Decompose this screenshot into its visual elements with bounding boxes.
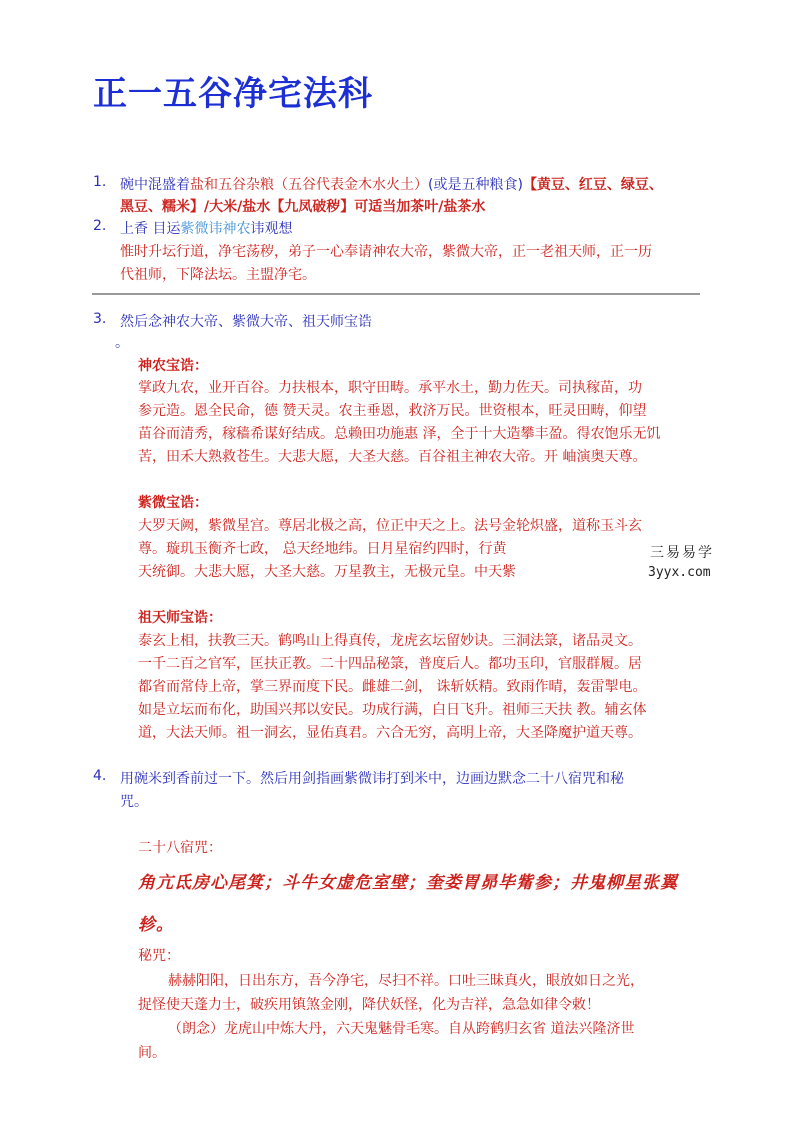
item2-line3: 代祖师，下降法坛。主盟净宅。	[120, 267, 316, 283]
text-span: 【黄豆、红豆、绿豆、	[522, 177, 663, 193]
page-title: 正一五谷净宅法科	[93, 74, 373, 114]
text-span: 上香 目运	[120, 221, 181, 237]
ziwei-heading: 紫微宝诰：	[138, 495, 208, 511]
mizhou-line: 捉怪使天蓬力士，破疾用镇煞金刚，降伏妖怪，化为吉祥，急急如律令敕！	[138, 997, 600, 1013]
shennong-line: 苗谷而清秀，稼穑希谋好结成。总赖田功施惠 泽，全于十大造攀丰盈。得农饱乐无饥	[138, 426, 661, 442]
item4-line2: 咒。	[120, 794, 148, 810]
watermark-text: 三易易学	[650, 545, 714, 561]
text-span: 讳观想	[250, 221, 293, 237]
mizhou-heading: 秘咒：	[138, 948, 180, 964]
item4-line1: 用碗米到香前过一下。然后用剑指画紫微讳打到米中，边画边默念二十八宿咒和秘	[120, 771, 624, 787]
divider	[92, 293, 700, 295]
list-number: 3.	[93, 311, 107, 327]
zutianshi-line: 道，大法天师。祖一洞玄，显佑真君。六合无穷，高明上帝，大圣降魔护道天尊。	[138, 725, 642, 741]
item2-line1	[120, 218, 292, 238]
item1-line2: 黑豆、糯米】/大米/盐水【九凤破秽】可适当加茶叶/盐茶水	[120, 199, 486, 215]
item3-dot: 。	[115, 335, 129, 351]
item1-line1	[120, 174, 663, 194]
ziwei-line: 尊。璇玑玉衡齐七政， 总天经地纬。日月星宿约四时，行黄	[138, 541, 507, 557]
shennong-heading: 神农宝诰：	[138, 358, 208, 374]
shennong-line: 参元造。恩全民命，德 赞天灵。农主垂恩，救济万民。世资根本，旺灵田畴，仰望	[138, 403, 647, 419]
xiu-line: 轸。	[138, 915, 174, 935]
text-span: 紫微讳	[180, 221, 223, 237]
list-number: 2.	[93, 218, 107, 234]
list-number: 4.	[93, 768, 107, 784]
item3-line1: 然后念神农大帝、紫微大帝、祖天师宝诰	[120, 314, 372, 330]
text-span: 神农	[222, 221, 251, 237]
zutianshi-line: 泰玄上相，扶教三天。鹤鸣山上得真传，龙虎玄坛留妙诀。三洞法箓，诸品灵文。	[138, 633, 642, 649]
zutianshi-line: 如是立坛而布化，助国兴邦以安民。功成行满，白日飞升。祖师三天扶 教。辅玄体	[138, 702, 647, 718]
mizhou-line: （朗念）龙虎山中炼大丹，六天鬼魅骨毛寒。自从跨鹤归玄省 道法兴隆济世	[168, 1021, 635, 1037]
mizhou-line: 赫赫阳阳，日出东方，吾今净宅，尽扫不祥。口吐三昧真火，眼放如日之光，	[168, 973, 644, 989]
ziwei-line: 天统御。大悲大愿，大圣大慈。万星教主，无极元皇。中天紫	[138, 564, 516, 580]
zutianshi-line: 一千二百之官军，匡扶正教。二十四品秘箓，普度后人。都功玉印，官服群履。居	[138, 656, 642, 672]
text-span: 碗中混盛着	[120, 177, 190, 193]
item2-line2: 惟时升坛行道，净宅荡秽，弟子一心奉请神农大帝，紫微大帝，正一老祖天师，正一历	[120, 244, 652, 260]
watermark-url: 3yyx.com	[648, 565, 711, 580]
text-span: (或是五种粮食)	[428, 177, 523, 193]
shennong-line: 掌政九农，业开百谷。力扶根本，职守田畴。承平水土，勤力佐天。司执稼苗，功	[138, 380, 642, 396]
xiu-heading: 二十八宿咒：	[138, 840, 222, 856]
shennong-line: 苦，田禾大熟救苍生。大悲大愿，大圣大慈。百谷祖主神农大帝。开 岫演奥天尊。	[138, 449, 647, 465]
ziwei-line: 大罗天阙，紫微星宫。尊居北极之高，位正中天之上。法号金轮炽盛，道称玉斗玄	[138, 518, 642, 534]
zutianshi-heading: 祖天师宝诰：	[138, 610, 222, 626]
text-span: （五谷代表金木水火土）	[274, 177, 428, 193]
mizhou-line: 间。	[138, 1045, 166, 1061]
list-number: 1.	[93, 174, 107, 190]
zutianshi-line: 都省而常侍上帝，掌三界而度下民。雌雄二剑， 诛斩妖精。致雨作晴，轰雷掣电。	[138, 679, 647, 695]
text-span: 盐和五谷杂粮	[190, 177, 274, 193]
xiu-line: 角亢氐房心尾箕；斗牛女虚危室壁；奎娄胃昴毕觜参；井鬼柳星张翼	[138, 873, 678, 893]
